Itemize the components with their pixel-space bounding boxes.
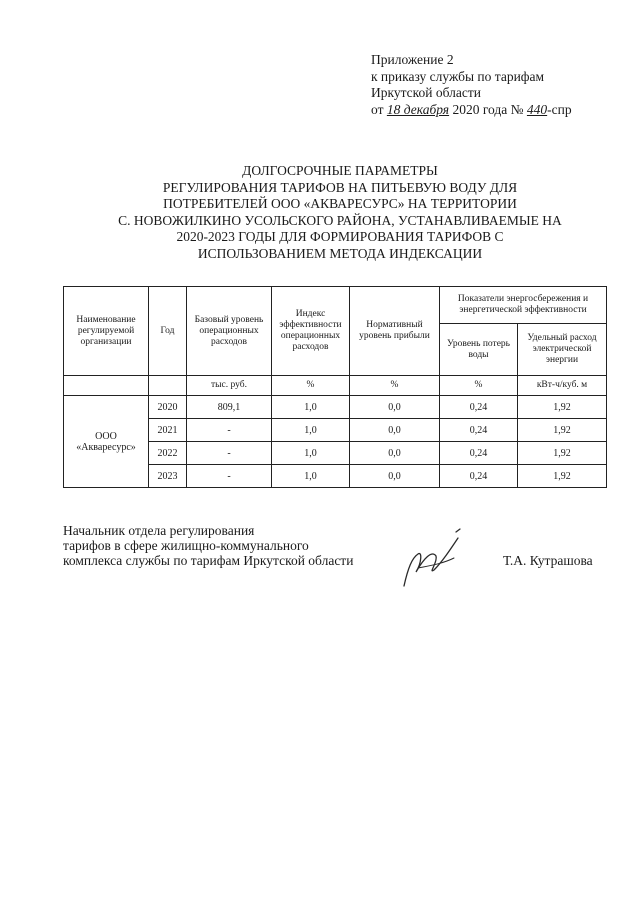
appendix-block bbox=[371, 52, 572, 118]
profit-cell: 0,0 bbox=[350, 465, 440, 488]
title-line: С. НОВОЖИЛКИНО УСОЛЬСКОГО РАЙОНА, УСТАНАВЛИВАЕМЫЕ НА bbox=[118, 212, 562, 228]
base-cell: 809,1 bbox=[187, 396, 272, 419]
date-prefix: от bbox=[371, 101, 384, 117]
header-losses: Уровень потерь воды bbox=[440, 324, 518, 376]
organization-cell: ООО «Акваресурс» bbox=[64, 396, 149, 488]
year-cell: 2023 bbox=[149, 465, 187, 488]
document-title bbox=[60, 163, 620, 262]
losses-cell: 0,24 bbox=[440, 396, 518, 419]
parameters-table bbox=[63, 286, 607, 488]
specific-cell: 1,92 bbox=[518, 465, 607, 488]
index-cell: 1,0 bbox=[272, 442, 350, 465]
table-units-row bbox=[64, 376, 607, 396]
appendix-date-line bbox=[371, 102, 572, 119]
index-cell: 1,0 bbox=[272, 396, 350, 419]
base-cell: - bbox=[187, 465, 272, 488]
signer-title-line-3: комплекса службы по тарифам Иркутской области bbox=[63, 553, 354, 568]
year-cell: 2022 bbox=[149, 442, 187, 465]
specific-cell: 1,92 bbox=[518, 442, 607, 465]
units-empty bbox=[149, 376, 187, 396]
date-handwritten: 18 декабря bbox=[386, 101, 450, 117]
table-header-row bbox=[64, 287, 607, 324]
title-line: 2020-2023 ГОДЫ ДЛЯ ФОРМИРОВАНИЯ ТАРИФОВ С bbox=[176, 229, 504, 244]
order-number-suffix: -спр bbox=[547, 101, 572, 117]
base-cell: - bbox=[187, 419, 272, 442]
specific-cell: 1,92 bbox=[518, 419, 607, 442]
losses-cell: 0,24 bbox=[440, 465, 518, 488]
title-line: ДОЛГОСРОЧНЫЕ ПАРАМЕТРЫ bbox=[242, 163, 438, 178]
date-middle: 2020 года № bbox=[452, 101, 524, 117]
appendix-line-3: Иркутской области bbox=[371, 85, 482, 100]
header-base: Базовый уровень операционных расходов bbox=[187, 287, 272, 376]
header-year: Год bbox=[149, 287, 187, 376]
units-cell: % bbox=[440, 376, 518, 396]
title-line: ПОТРЕБИТЕЛЕЙ ООО «АКВАРЕСУРС» НА ТЕРРИТОРИИ bbox=[163, 196, 517, 211]
order-number-handwritten: 440 bbox=[526, 101, 548, 117]
appendix-line-1: Приложение 2 bbox=[371, 52, 454, 67]
units-cell: % bbox=[272, 376, 350, 396]
handwritten-signature bbox=[398, 528, 468, 592]
losses-cell: 0,24 bbox=[440, 442, 518, 465]
profit-cell: 0,0 bbox=[350, 419, 440, 442]
table-row bbox=[64, 396, 607, 419]
header-energy-group: Показатели энергосбережения и энергетической эффективности bbox=[440, 287, 607, 324]
title-line: ИСПОЛЬЗОВАНИЕМ МЕТОДА ИНДЕКСАЦИИ bbox=[197, 245, 483, 261]
units-cell: кВт-ч/куб. м bbox=[518, 376, 607, 396]
units-empty bbox=[64, 376, 149, 396]
units-cell: % bbox=[350, 376, 440, 396]
specific-cell: 1,92 bbox=[518, 396, 607, 419]
profit-cell: 0,0 bbox=[350, 396, 440, 419]
signer-name: Т.А. Кутрашова bbox=[503, 553, 593, 568]
appendix-line-2: к приказу службы по тарифам bbox=[371, 68, 545, 84]
signer-title-line-1: Начальник отдела регулирования bbox=[63, 523, 255, 538]
index-cell: 1,0 bbox=[272, 465, 350, 488]
header-profit: Нормативный уровень прибыли bbox=[350, 287, 440, 376]
base-cell: - bbox=[187, 442, 272, 465]
units-cell: тыс. руб. bbox=[187, 376, 272, 396]
index-cell: 1,0 bbox=[272, 419, 350, 442]
header-specific: Удельный расход электрической энергии bbox=[518, 324, 607, 376]
title-line: РЕГУЛИРОВАНИЯ ТАРИФОВ НА ПИТЬЕВУЮ ВОДУ ДЛЯ bbox=[162, 179, 518, 195]
year-cell: 2021 bbox=[149, 419, 187, 442]
signer-title-line-2: тарифов в сфере жилищно-коммунального bbox=[63, 538, 309, 553]
year-cell: 2020 bbox=[149, 396, 187, 419]
header-index: Индекс эффективности операционных расходов bbox=[272, 287, 350, 376]
profit-cell: 0,0 bbox=[350, 442, 440, 465]
header-org: Наименование регулируемой организации bbox=[64, 287, 149, 376]
signer-block bbox=[63, 523, 353, 568]
losses-cell: 0,24 bbox=[440, 419, 518, 442]
